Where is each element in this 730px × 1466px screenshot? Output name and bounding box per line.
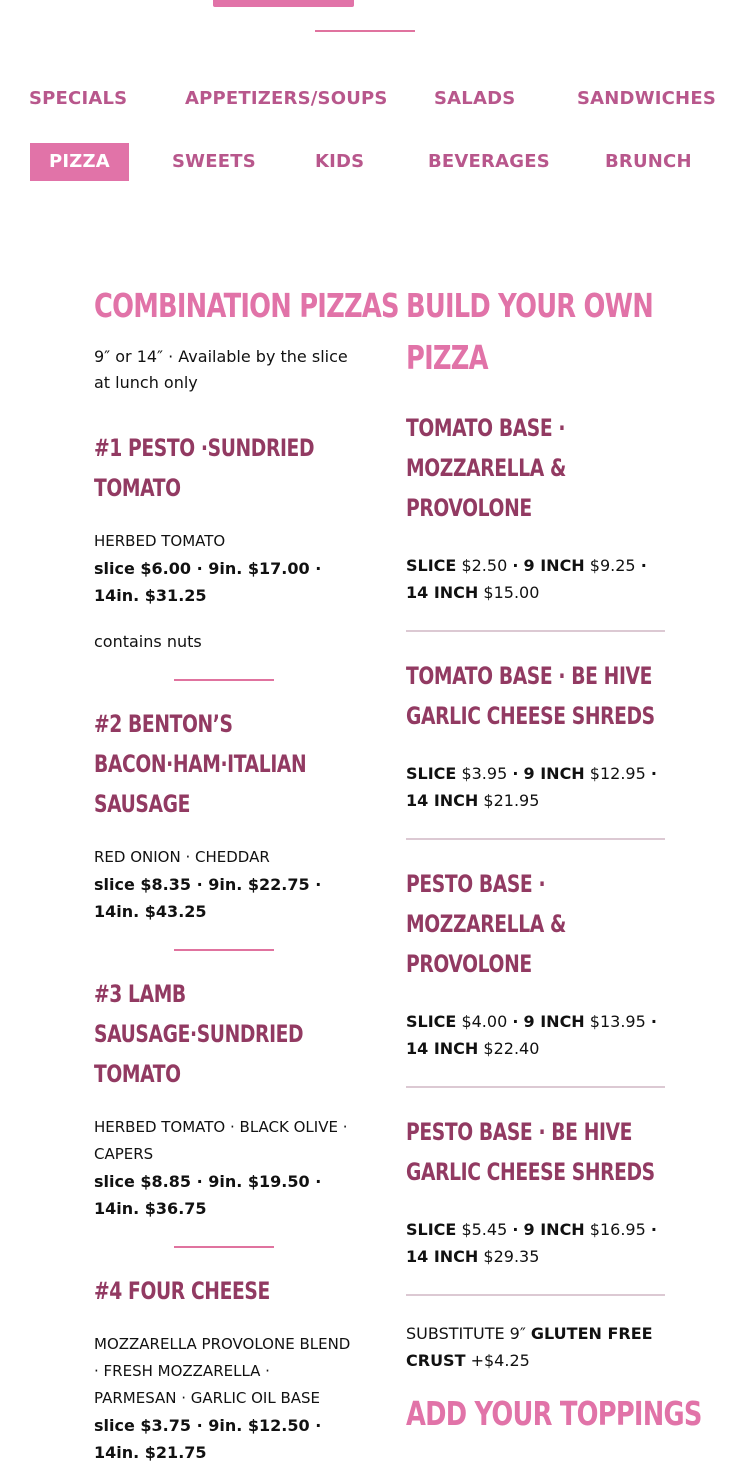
price-sep: · [512,764,519,783]
tab-kids[interactable]: KIDS [315,151,365,172]
byo-item-price [406,1216,666,1270]
tab-beverages[interactable]: BEVERAGES [428,151,550,172]
item-description: HERBED TOMATO · BLACK OLIVE · CAPERS [94,1118,348,1163]
fourteen-inch-price: $21.95 [483,791,540,810]
byo-item-price [406,1008,666,1062]
add-toppings-title: ADD YOUR TOPPINGS [406,1394,702,1433]
fourteen-inch-label: 14 INCH [406,1247,479,1266]
nine-inch-label: 9 INCH [523,1220,585,1239]
nine-inch-label: 9 INCH [523,556,585,575]
price-sep: · [650,1220,657,1239]
byo-item [406,656,666,840]
nine-inch-price: $16.95 [589,1220,646,1239]
top-divider [315,30,415,32]
item-price: slice $6.00 · 9in. $17.00 · 14in. $31.25 [94,559,322,605]
item-name: #4 FOUR CHEESE [94,1277,270,1305]
combination-intro: 9″ or 14″ · Available by the slice at lunch only [94,347,348,392]
menu-item [94,704,354,925]
item-description: RED ONION · CHEDDAR [94,848,270,866]
item-name: #1 PESTO ·SUNDRIED TOMATO [94,434,315,502]
byo-item [406,1112,666,1296]
fourteen-inch-price: $22.40 [483,1039,540,1058]
price-sep: · [650,764,657,783]
slice-label: SLICE [406,764,457,783]
tab-sweets[interactable]: SWEETS [172,151,256,172]
price-sep: · [512,556,519,575]
tab-pizza[interactable]: PIZZA [30,143,129,181]
price-sep: · [512,1220,519,1239]
gf-prefix: SUBSTITUTE 9″ [406,1324,526,1343]
item-price: slice $8.35 · 9in. $22.75 · 14in. $43.25 [94,875,322,921]
gluten-free-note [406,1320,666,1374]
fourteen-inch-label: 14 INCH [406,1039,479,1058]
tab-specials[interactable]: SPECIALS [29,88,128,109]
slice-price: $2.50 [461,556,508,575]
item-name: #2 BENTON’S BACON·HAM·ITALIAN SAUSAGE [94,710,307,818]
gf-label: GLUTEN FREE CRUST [406,1324,653,1370]
price-sep: · [512,1012,519,1031]
menu-item [94,974,354,1222]
build-your-own-section [406,280,702,1440]
byo-item-price [406,552,666,606]
fourteen-inch-label: 14 INCH [406,791,479,810]
item-description: HERBED TOMATO [94,532,226,550]
item-price: slice $8.85 · 9in. $19.50 · 14in. $36.75 [94,1172,322,1218]
combination-pizzas-title: COMBINATION PIZZAS [94,286,399,325]
nine-inch-price: $12.95 [589,764,646,783]
nine-inch-price: $13.95 [589,1012,646,1031]
nine-inch-label: 9 INCH [523,764,585,783]
build-your-own-title: BUILD YOUR OWN PIZZA [406,286,654,377]
top-accent-bar [213,0,354,7]
tab-salads[interactable]: SALADS [434,88,516,109]
item-note: contains nuts [94,632,202,651]
tab-brunch[interactable]: BRUNCH [605,151,692,172]
menu-item [94,1271,354,1466]
item-name: #3 LAMB SAUSAGE·SUNDRIED TOMATO [94,980,304,1088]
nine-inch-label: 9 INCH [523,1012,585,1031]
combination-pizzas-section [94,280,399,1466]
fourteen-inch-label: 14 INCH [406,583,479,602]
slice-label: SLICE [406,1012,457,1031]
item-description: MOZZARELLA PROVOLONE BLEND · FRESH MOZZARELLA · PARMESAN · GARLIC OIL BASE [94,1335,351,1407]
nine-inch-price: $9.25 [589,556,636,575]
tab-appetizers-soups[interactable]: APPETIZERS/SOUPS [185,88,388,109]
slice-price: $4.00 [461,1012,508,1031]
byo-item-price [406,760,666,814]
slice-label: SLICE [406,1220,457,1239]
gf-price: +$4.25 [470,1351,530,1370]
tab-sandwiches[interactable]: SANDWICHES [577,88,716,109]
byo-item [406,408,666,632]
byo-item-name: TOMATO BASE · BE HIVE GARLIC CHEESE SHREDS [406,662,655,730]
fourteen-inch-price: $15.00 [483,583,540,602]
price-sep: · [640,556,647,575]
slice-price: $3.95 [461,764,508,783]
fourteen-inch-price: $29.35 [483,1247,540,1266]
price-sep: · [650,1012,657,1031]
byo-item-name: PESTO BASE · MOZZARELLA & PROVOLONE [406,870,566,978]
item-price: slice $3.75 · 9in. $12.50 · 14in. $21.75 [94,1416,322,1462]
slice-price: $5.45 [461,1220,508,1239]
byo-item [406,864,666,1088]
byo-item-name: PESTO BASE · BE HIVE GARLIC CHEESE SHREDS [406,1118,655,1186]
menu-item [94,428,354,655]
byo-item-name: TOMATO BASE · MOZZARELLA & PROVOLONE [406,414,566,522]
slice-label: SLICE [406,556,457,575]
